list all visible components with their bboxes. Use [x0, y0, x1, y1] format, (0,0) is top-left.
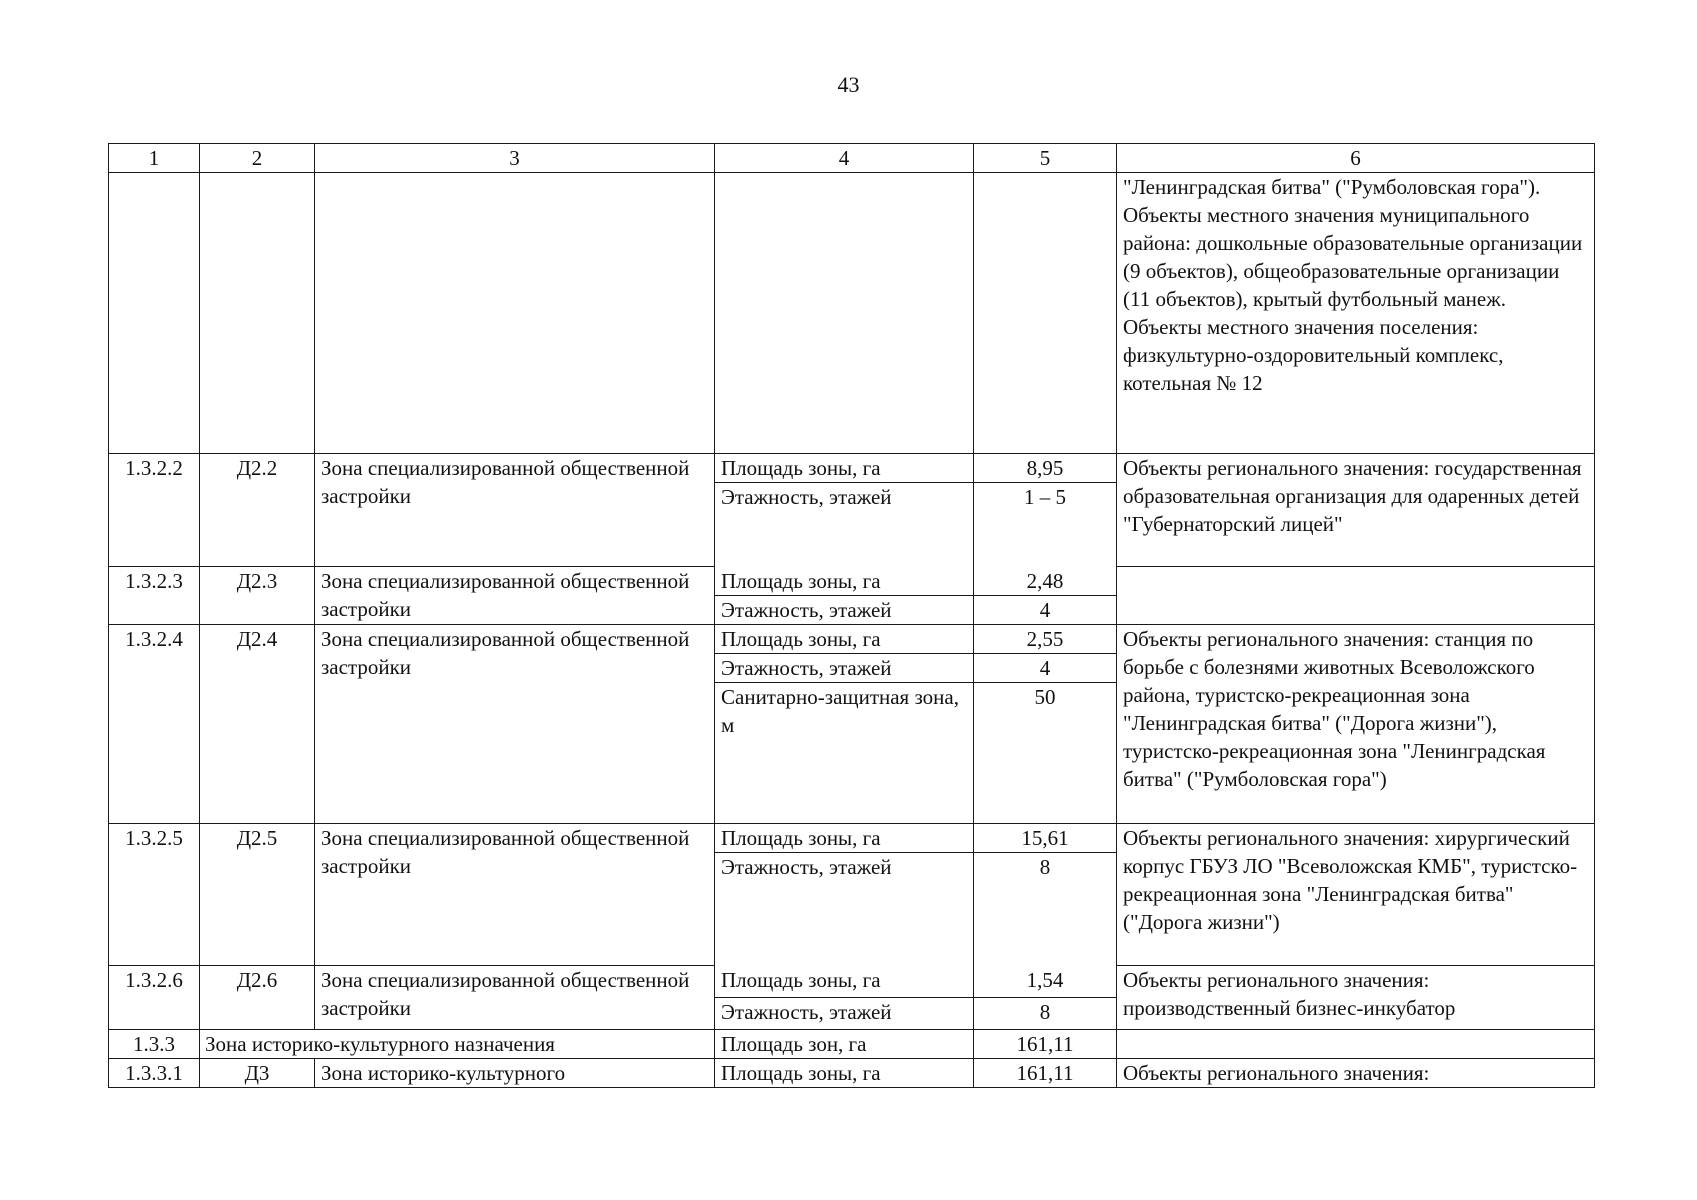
cell-objects: "Ленинградская битва" ("Румболовская гора"). Объекты местного значения муниципального района: дошкольные образовательные организации (9 объектов), общеобразовательные организации (11 объектов), крытый футбольный манеж. Объекты местного значения поселения: физкультурно-оздоровительный комплекс, котельная № 12 [1117, 173, 1595, 454]
column-header: 5 [974, 144, 1117, 173]
column-header: 4 [715, 144, 974, 173]
cell-param: Площадь зоны, га [715, 1059, 974, 1088]
cell-zone: Зона историко-культурного [315, 1059, 715, 1088]
column-header: 1 [109, 144, 200, 173]
cell-param: Площадь зоны, га [715, 625, 974, 654]
cell-num: 1.3.2.5 [109, 824, 200, 966]
cell-code: Д2.2 [200, 454, 315, 567]
cell-param: Площадь зоны, га [715, 567, 974, 596]
cell-value: 1,54 [974, 966, 1117, 998]
cell-objects [1117, 1030, 1595, 1059]
cell-value: 2,48 [974, 567, 1117, 596]
cell-code: Д3 [200, 1059, 315, 1088]
cell-objects [1117, 567, 1595, 625]
cell-value: 8 [974, 853, 1117, 966]
table-row [109, 824, 1595, 853]
cell-value: 50 [974, 683, 1117, 824]
cell-code: Д2.3 [200, 567, 315, 625]
cell-param: Этажность, этажей [715, 654, 974, 683]
zones-table [108, 143, 1595, 1088]
cell-value: 15,61 [974, 824, 1117, 853]
cell-zone: Зона специализированной общественной застройки [315, 567, 715, 625]
cell-param: Санитарно-защитная зона, м [715, 683, 974, 824]
cell-value: 4 [974, 654, 1117, 683]
column-header: 6 [1117, 144, 1595, 173]
cell-objects: Объекты регионального значения: производственный бизнес-инкубатор [1117, 966, 1595, 1030]
cell-value: 2,55 [974, 625, 1117, 654]
page-number: 43 [837, 72, 860, 97]
cell-objects: Объекты регионального значения: станция по борьбе с болезнями животных Всеволожского района, туристско-рекреационная зона "Ленинградская битва" ("Дорога жизни"), туристско-рекреационная зона "Ленинградская битва" ("Румболовская гора") [1117, 625, 1595, 824]
cell-param: Этажность, этажей [715, 853, 974, 966]
cell-num: 1.3.2.3 [109, 567, 200, 625]
cell-zone [315, 173, 715, 454]
cell-objects: Объекты регионального значения: [1117, 1059, 1595, 1088]
table-row [109, 454, 1595, 483]
cell-value: 4 [974, 596, 1117, 625]
cell-value: 8,95 [974, 454, 1117, 483]
cell-param: Площадь зон, га [715, 1030, 974, 1059]
cell-num: 1.3.3.1 [109, 1059, 200, 1088]
cell-param: Площадь зоны, га [715, 824, 974, 853]
cell-zone: Зона специализированной общественной застройки [315, 625, 715, 824]
cell-param [715, 173, 974, 454]
cell-param: Площадь зоны, га [715, 454, 974, 483]
cell-zone: Зона специализированной общественной застройки [315, 824, 715, 966]
cell-num: 1.3.2.4 [109, 625, 200, 824]
table-row-continued [109, 173, 1595, 454]
cell-num: 1.3.3 [109, 1030, 200, 1059]
column-header: 3 [315, 144, 715, 173]
table-row [109, 1059, 1595, 1088]
cell-num [109, 173, 200, 454]
table-row-section [109, 1030, 1595, 1059]
cell-objects: Объекты регионального значения: хирургический корпус ГБУЗ ЛО "Всеволожская КМБ", туристско-рекреационная зона "Ленинградская битва" ("Дорога жизни") [1117, 824, 1595, 966]
cell-zone: Зона историко-культурного назначения [200, 1030, 715, 1059]
cell-value: 8 [974, 998, 1117, 1030]
cell-num: 1.3.2.6 [109, 966, 200, 1030]
cell-code [200, 173, 315, 454]
cell-zone: Зона специализированной общественной застройки [315, 454, 715, 567]
cell-param: Этажность, этажей [715, 483, 974, 567]
cell-param: Площадь зоны, га [715, 966, 974, 998]
column-header: 2 [200, 144, 315, 173]
table-row [109, 625, 1595, 654]
table-row [109, 966, 1595, 998]
table-row [109, 567, 1595, 596]
cell-value: 161,11 [974, 1030, 1117, 1059]
table-header-row [109, 144, 1595, 173]
cell-code: Д2.6 [200, 966, 315, 1030]
cell-code: Д2.5 [200, 824, 315, 966]
cell-value [974, 173, 1117, 454]
cell-zone: Зона специализированной общественной застройки [315, 966, 715, 1030]
cell-num: 1.3.2.2 [109, 454, 200, 567]
cell-value: 161,11 [974, 1059, 1117, 1088]
cell-param: Этажность, этажей [715, 596, 974, 625]
cell-code: Д2.4 [200, 625, 315, 824]
cell-value: 1 – 5 [974, 483, 1117, 567]
cell-param: Этажность, этажей [715, 998, 974, 1030]
cell-objects: Объекты регионального значения: государственная образовательная организация для одаренных детей "Губернаторский лицей" [1117, 454, 1595, 567]
